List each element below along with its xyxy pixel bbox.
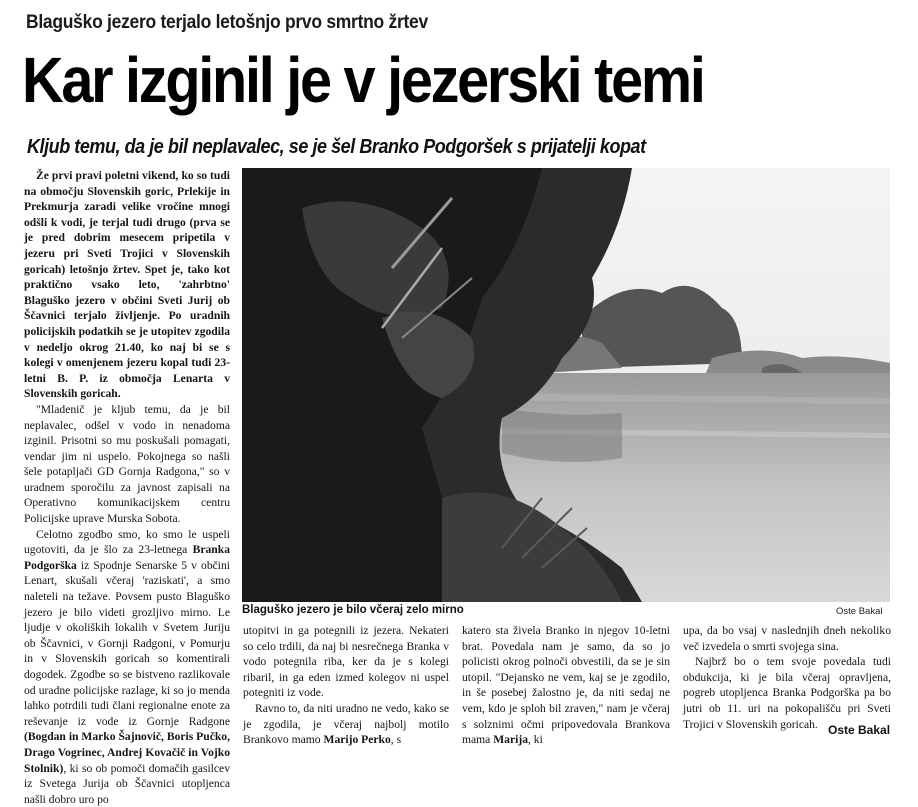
article-kicker: Blaguško jezero terjalo letošnjo prvo smrtno žrtev — [26, 12, 428, 33]
body-paragraph — [24, 527, 230, 807]
article-column-3 — [462, 623, 670, 748]
article-column-1 — [24, 168, 230, 807]
lead-paragraph: Že prvi pravi poletni vikend, ko so tudi na območju Slovenskih goric, Prlekije in Prekmurja zaradi velike vročine mnogi odšli k vodi, je terjal tudi drugo (prva se je pred dobrim mesecem pripetila v jezeru pri Sveti Trojici v Slovenskih goricah) letošnjo žrtev. Spet je, tako kot praktično vsako leto, 'zahrbtno' Blaguško jezero v občini Sveti Jurij ob Ščavnici terjalo življenje. Po uradnih policijskih podatkih se je utopitev zgodila v nedeljo okrog 21.40, ko naj bi se s kolegi v omenjenem jezeru kopal tudi 23-letni B. P. iz območja Lenarta v Slovenskih goricah. — [24, 169, 230, 401]
text-run: , s — [390, 733, 402, 747]
body-paragraph: upa, da bo vsaj v naslednjih dneh nekoliko več izvedela o smrti svojega sina. — [683, 624, 891, 653]
rescuer-names: (Bogdan in Marko Šajnovič, Boris Pučko, Drago Vogrinec, Andrej Kovačič in Vojko Stolnik) — [24, 730, 230, 775]
body-paragraph — [462, 623, 670, 748]
text-run: , ki so ob pomoči domačih gasilcev iz Svetega Jurija ob Ščavnici utopljenca našli dobro uro po — [24, 761, 230, 806]
article-subheadline: Kljub temu, da je bil neplavalec, se je šel Branko Podgoršek s prijatelji kopat — [27, 136, 646, 158]
text-run: iz Spodnje Senarske 5 v občini Lenart, skušali včeraj 'raziskati', a smo naleteli na težave. Povsem pusto Blaguško jezero je bilo videti grozljivo mirno. Le ljudje v okoliških lokalih v Svetem Juriju ob Ščavnici, v Gornji Radgoni, v Pomurju in v Slovenskih goricah so komentirali dogodek. Zgodbe so se bistveno razlikovale od uradne policijske razlage, ki so jo menda lahko potrdili tudi člani regionalne enote za reševanje iz vode iz Gornje Radgone — [24, 558, 230, 728]
text-run: , ki — [528, 733, 543, 747]
person-name: Marija — [493, 733, 528, 747]
lake-photo — [242, 168, 890, 602]
body-paragraph: utopitvi in ga potegnili iz jezera. Nekateri so celo trdili, da naj bi nesrečnega Branka v vodo potegnila riba, ker da je s kolegi ribaril, in ga eden izmed kolegov ni uspel potegniti iz vode. — [243, 624, 449, 700]
person-name: Branka Podgorška — [24, 543, 230, 572]
photo-caption: Blaguško jezero je bilo včeraj zelo mirno — [242, 604, 464, 616]
body-paragraph: Najbrž bo o tem svoje povedala tudi obdukcija, ki je bila včeraj opravljena, pogreb utopljenca Branka Podgorška pa bo jutri ob 11. uri na pokopališču pri Sveti Trojici v Slovenskih goricah. — [683, 655, 891, 731]
body-paragraph: "Mladenič je kljub temu, da je bil neplavalec, odšel v vodo in nenadoma izginil. Prisotni so mu poskušali pomagati, vendar jim ni uspelo. Pokojnega so našli šele potapljači GD Gornja Radgona," so v uradnem sporočilu za javnost zapisali na Operativno komunikacijskem centru Policijske uprave Murska Sobota. — [24, 402, 230, 526]
text-run: Celotno zgodbo smo, ko smo le uspeli ugotoviti, da je šlo za 23-letnega — [24, 527, 230, 557]
photo-credit: Oste Bakal — [836, 606, 883, 617]
person-name: Marijo Perko — [323, 733, 391, 747]
text-run: Ravno to, da niti uradno ne vedo, kako se je zgodila, je včeraj najbolj motilo Brankovo mamo — [243, 701, 449, 747]
lake-photo-image — [242, 168, 890, 602]
article-headline: Kar izginil je v jezerski temi — [22, 44, 704, 116]
article-byline: Oste Bakal — [828, 723, 891, 737]
article-column-4 — [683, 623, 891, 732]
body-paragraph — [243, 701, 449, 748]
article-column-2 — [243, 623, 449, 748]
text-run: katero sta živela Branko in njegov 10-letni brat. Povedala nam je samo, da so jo policisti okrog polnoči obvestili, da se je sin utopil. "Dejansko ne vem, kaj se je zgodilo, in še posebej žalostno je, da niti sedaj ne vem, kdo je sploh bil zraven," nam je včeraj s solznimi očmi pripovedovala Brankova mama — [462, 624, 670, 747]
